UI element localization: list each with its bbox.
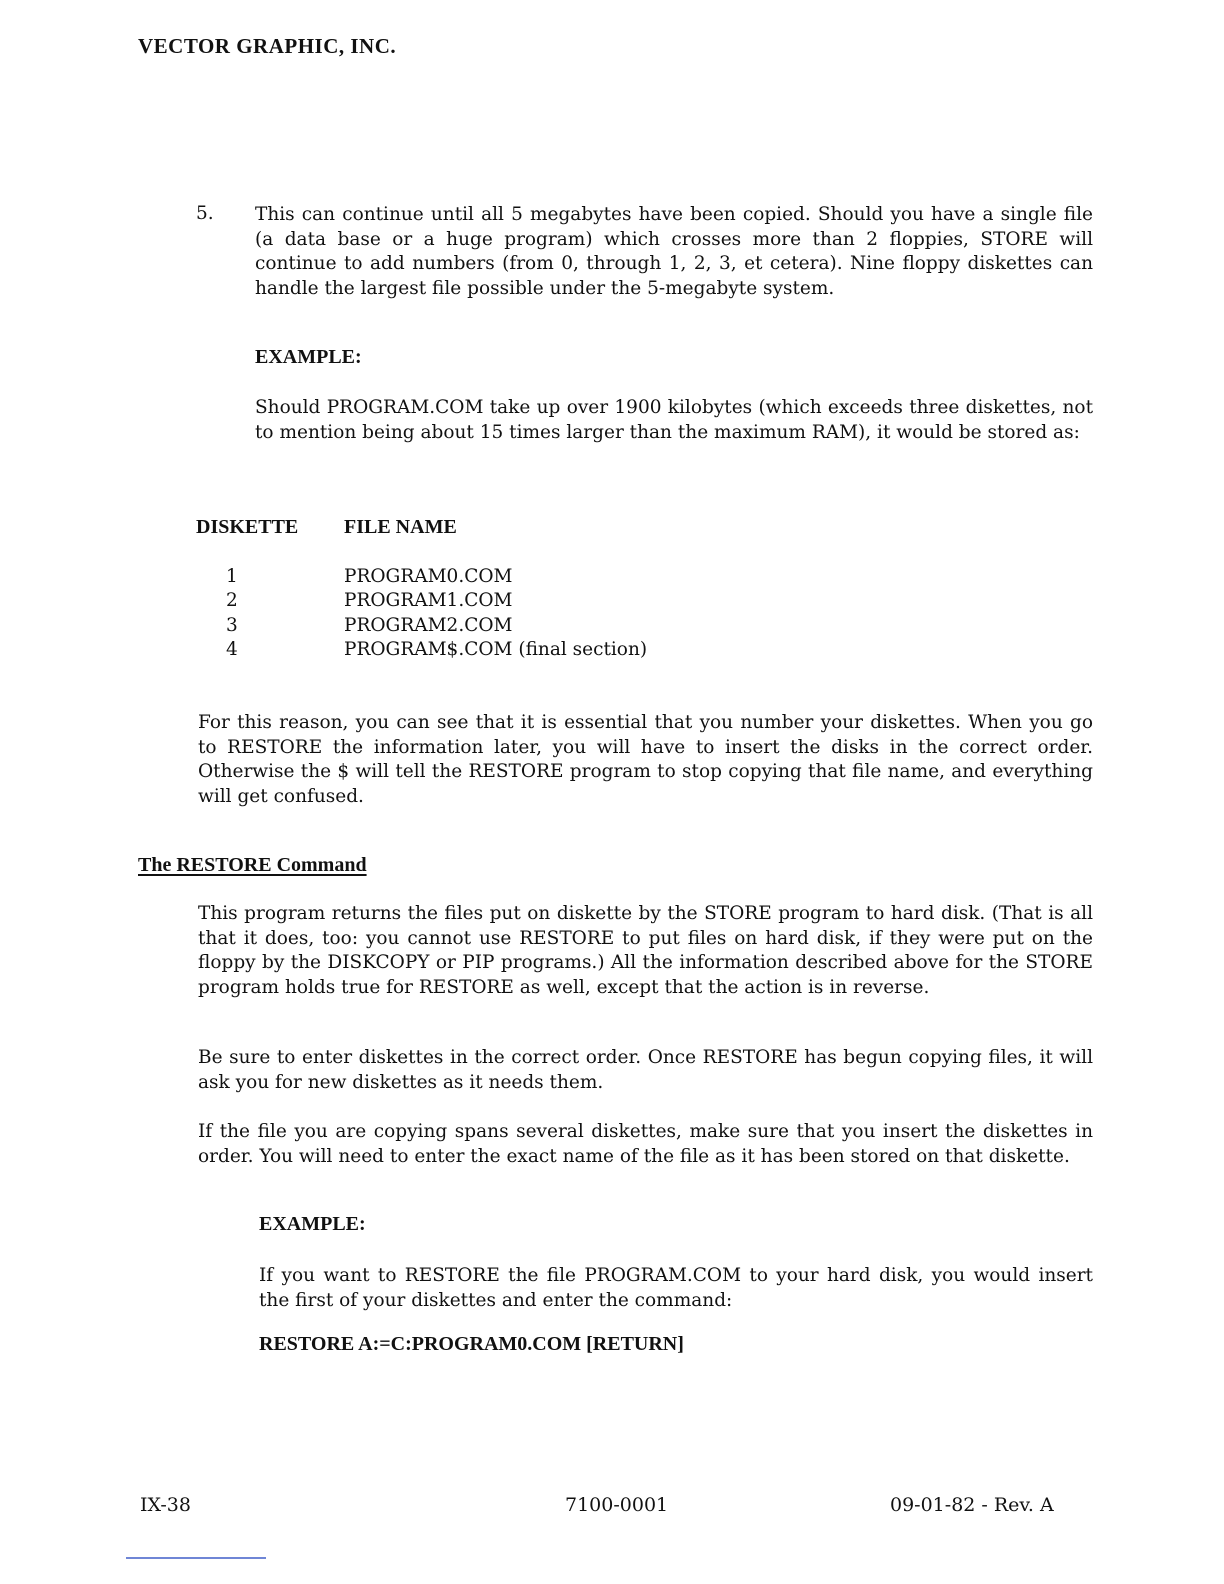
reason-paragraph: For this reason, you can see that it is essential that you number your diskettes. When you go to RESTORE the information later, you will have to insert the disks in the correct order. Otherwise the $ will tell the RESTORE program to stop copying that file name, and everything will get confused. — [198, 712, 1093, 807]
diskette-number: 3 — [226, 614, 238, 636]
file-name: PROGRAM2.COM — [344, 614, 513, 636]
table-row — [196, 565, 647, 589]
footer-revision: 09-01-82 - Rev. A — [890, 1494, 1054, 1516]
section-heading: The RESTORE Command — [138, 854, 367, 876]
table-header-diskette: DISKETTE — [196, 516, 299, 538]
example-paragraph: Should PROGRAM.COM take up over 1900 kilobytes (which exceeds three diskettes, not to mention being about 15 times larger than the maximum RAM), it would be stored as: — [255, 397, 1093, 443]
diskette-number: 1 — [226, 566, 238, 587]
restore-paragraph-2: Be sure to enter diskettes in the correct order. Once RESTORE has begun copying files, it will ask you for new diskettes as it needs them. — [198, 1047, 1093, 1093]
file-name: PROGRAM$.COM (final section) — [344, 638, 648, 660]
restore-example-paragraph: If you want to RESTORE the file PROGRAM.COM to your hard disk, you would insert the first of your diskettes and enter the command: — [259, 1265, 1093, 1311]
restore-command: RESTORE A:=C:PROGRAM0.COM [RETURN] — [259, 1333, 684, 1355]
table-row — [196, 638, 647, 662]
table-header-file-name: FILE NAME — [344, 516, 457, 538]
table-row — [196, 589, 647, 613]
company-header: VECTOR GRAPHIC, INC. — [138, 34, 397, 58]
file-name: PROGRAM0.COM — [344, 566, 513, 587]
example-label-2: EXAMPLE: — [259, 1213, 366, 1235]
scan-edge-line — [126, 1557, 266, 1559]
footer-doc-number: 7100-0001 — [565, 1494, 669, 1516]
diskette-number: 2 — [226, 590, 238, 612]
restore-paragraph-1: This program returns the files put on diskette by the STORE program to hard disk. (That is all that it does, too: you cannot use RESTORE to put files on hard disk, if they were put on the floppy by the DISKCOPY or PIP programs.) All the information described above for the STORE program holds true for RESTORE as well, except that the action is in reverse. — [198, 903, 1093, 998]
example-label: EXAMPLE: — [255, 346, 362, 368]
item-5-paragraph: This can continue until all 5 megabytes have been copied. Should you have a single file (a data base or a huge program) which crosses more than 2 floppies, STORE will continue to add numbers (from 0, through 1, 2, 3, et cetera). Nine floppy diskettes can handle the largest file possible under the 5-megabyte system. — [255, 204, 1093, 299]
diskette-number: 4 — [226, 638, 238, 660]
file-table — [196, 565, 647, 662]
table-row — [196, 614, 647, 638]
file-name: PROGRAM1.COM — [344, 590, 513, 612]
item-number: 5. — [196, 203, 214, 224]
restore-paragraph-3: If the file you are copying spans several diskettes, make sure that you insert the diskettes in order. You will need to enter the exact name of the file as it has been stored on that diskette. — [198, 1121, 1093, 1167]
footer-page-number: IX-38 — [140, 1494, 191, 1516]
